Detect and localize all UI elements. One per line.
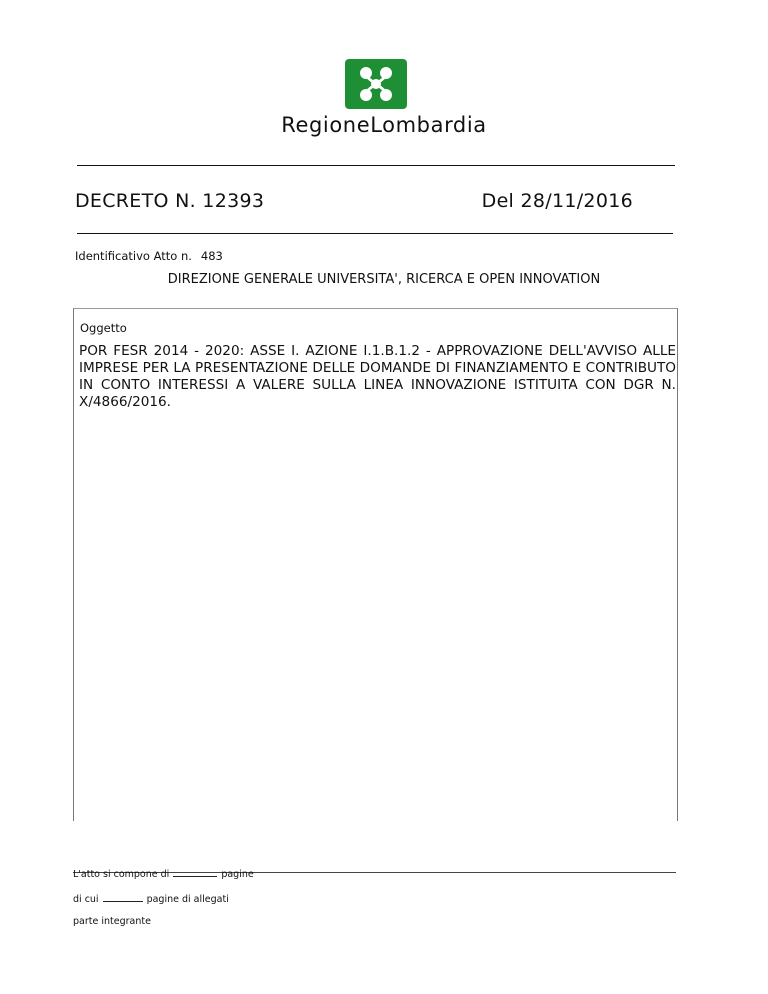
logo-wordmark: RegioneLombardia [281,113,487,137]
identificativo-value: 483 [200,249,223,263]
direzione-generale: DIREZIONE GENERALE UNIVERSITA', RICERCA E OPEN INNOVATION [167,272,601,287]
identificativo-label: Identificativo Atto n. [75,249,192,263]
footer-parte-integrante: parte integrante [73,916,151,927]
header-divider-bottom [77,233,673,234]
oggetto-box [73,308,678,821]
identificativo-atto [75,249,223,263]
footer-pages-prefix: L'atto si compone di [73,869,170,880]
footer-pages-line [73,867,254,880]
footer-pages-suffix: pagine [221,869,254,880]
footer-allegati-line [73,892,229,905]
decreto-date: Del 28/11/2016 [481,190,633,212]
decreto-number: DECRETO N. 12393 [75,190,265,212]
oggetto-label: Oggetto [80,321,127,335]
pages-blank [173,867,217,877]
footer-allegati-prefix: di cui [73,894,99,905]
header-divider-top [77,165,675,166]
allegati-blank [103,892,143,902]
footer-allegati-suffix: pagine di allegati [146,894,229,905]
oggetto-text: POR FESR 2014 - 2020: ASSE I. AZIONE I.1.B.1.2 - APPROVAZIONE DELL'AVVISO ALLE IMPRESE PER LA PRESENTAZIONE DELLE DOMANDE DI FINANZIAMENTO E CONTRIBUTO IN CONTO INTERESSI A VALERE SULLA LINEA INNOVAZIONE ISTITUITA CON DGR N. X/4866/2016. [79,343,676,410]
regione-lombardia-logo-icon [345,59,407,109]
